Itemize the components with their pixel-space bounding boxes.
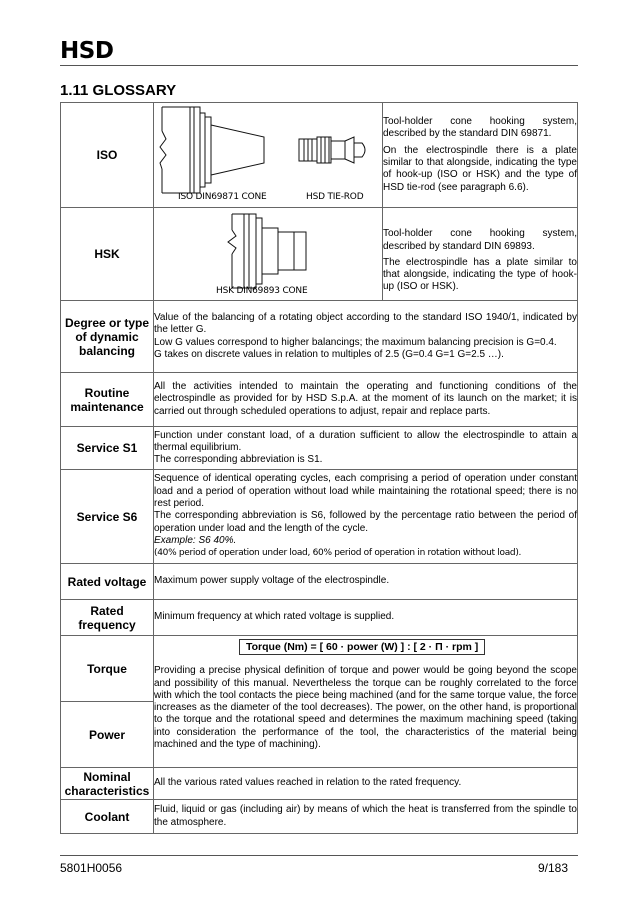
footer-rule — [60, 855, 578, 856]
def-s6-l2: The corresponding abbreviation is S6, followed by the percentage ratio between the period of operation under load and the length of the cycle. — [154, 510, 577, 534]
term-s6: Service S6 — [61, 470, 154, 564]
hsd-logo: HSD — [60, 38, 114, 64]
row-hsk — [61, 208, 578, 301]
row-rated-frequency — [61, 600, 578, 636]
row-s1 — [61, 427, 578, 470]
hsk-figure-cell — [154, 208, 383, 301]
def-rated-frequency: Minimum frequency at which rated voltage is supplied. — [154, 600, 578, 636]
row-nominal — [61, 768, 578, 800]
term-degree: Degree or type of dynamic balancing — [61, 301, 154, 373]
term-routine: Routine maintenance — [61, 373, 154, 427]
def-routine: All the activities intended to maintain the operating and functioning conditions of the electrospindle as provided for by HSD S.p.A. at the moment of its launch on the market; it is carried out through scheduled operations to adjust, repair and replace parts. — [154, 373, 578, 427]
def-s6-example: Example: S6 40%. — [154, 534, 237, 546]
def-s6 — [154, 470, 578, 564]
term-s1: Service S1 — [61, 427, 154, 470]
def-torque-power — [154, 636, 578, 768]
def-iso-text2: On the electrospindle there is a plate similar to that alongside, indicating the type of hook-up (ISO or HSK) and the type of HSD tie-rod (see paragraph 6.6). — [383, 144, 577, 193]
def-coolant: Fluid, liquid or gas (including air) by means of which the heat is transferred from the spindle to the atmosphere. — [154, 800, 578, 834]
def-s1 — [154, 427, 578, 470]
term-nominal: Nominal characteristics — [61, 768, 154, 800]
def-iso — [383, 103, 578, 208]
def-nominal: All the various rated values reached in relation to the rated frequency. — [154, 768, 578, 800]
def-degree-l1: Value of the balancing of a rotating object according to the standard ISO 1940/1, indicated by the letter G. — [154, 311, 577, 336]
def-s6-note: (40% period of operation under load, 60% period of operation in rotation without load). — [154, 548, 522, 559]
row-degree — [61, 301, 578, 373]
section-title: 1.11 GLOSSARY — [60, 82, 177, 99]
term-iso: ISO — [61, 103, 154, 208]
def-hsk-text1: Tool-holder cone hooking system, described by standard DIN 69893. — [383, 228, 577, 252]
row-rated-voltage — [61, 564, 578, 600]
footer-doc-code: 5801H0056 — [60, 861, 123, 875]
term-coolant: Coolant — [61, 800, 154, 834]
row-torque — [61, 636, 578, 702]
row-s6 — [61, 470, 578, 564]
iso-figure-cell — [154, 103, 383, 208]
caption-iso-cone: ISO DIN69871 CONE — [178, 192, 267, 202]
term-rated-voltage: Rated voltage — [61, 564, 154, 600]
def-hsk — [383, 208, 578, 301]
def-s6-l1: Sequence of identical operating cycles, each comprising a period of operation under constant load and a period of operation without load while maintaining the rotational speed; there is no rest period. — [154, 473, 577, 510]
row-routine — [61, 373, 578, 427]
row-coolant — [61, 800, 578, 834]
footer-page-number: 9/183 — [538, 861, 569, 875]
caption-hsd-tie-rod: HSD TIE-ROD — [306, 192, 364, 202]
def-rated-voltage: Maximum power supply voltage of the electrospindle. — [154, 564, 578, 600]
glossary-table — [60, 102, 578, 834]
def-degree — [154, 301, 578, 373]
def-s1-l1: Function under constant load, of a duration sufficient to allow the electrospindle to attain a thermal equilibrium. — [154, 429, 577, 453]
term-rated-frequency: Rated frequency — [61, 600, 154, 636]
def-hsk-text2: The electrospindle has a plate similar to that alongside, indicating the type of hook-up (ISO or HSK). — [383, 256, 577, 293]
row-iso — [61, 103, 578, 208]
def-s1-l2: The corresponding abbreviation is S1. — [154, 454, 323, 466]
torque-formula: Torque (Nm) = [ 60 · power (W) ] : [ 2 · Π · rpm ] — [239, 639, 485, 655]
caption-hsk-cone: HSK DIN69893 CONE — [216, 286, 308, 296]
term-power: Power — [61, 702, 154, 768]
def-iso-text1: Tool-holder cone hooking system, described by the standard DIN 69871. — [383, 116, 577, 140]
def-degree-l3: G takes on discrete values in relation to multiples of 2.5 (G=0.4 G=1 G=2.5 …). — [154, 348, 504, 360]
def-torque-text: Providing a precise physical definition of torque and power would be going beyond the scope and possibility of this manual. Nevertheless the torque can be roughly correlated to the force with which the tool contacts the piece being machined (and for the same torque value, the force increases as the diameter of the tool decreases). The power, on the other hand, is proportional to the torque and the rotational speed and determines the maximum machining speed (taking into consideration the performance of the tool, the characteristics of the material being machined and the type of machining). — [154, 665, 577, 751]
term-hsk: HSK — [61, 208, 154, 301]
header-rule — [60, 65, 578, 66]
term-torque: Torque — [61, 636, 154, 702]
def-degree-l2: Low G values correspond to higher balancings; the maximum balancing precision is G=0.4. — [154, 336, 557, 348]
